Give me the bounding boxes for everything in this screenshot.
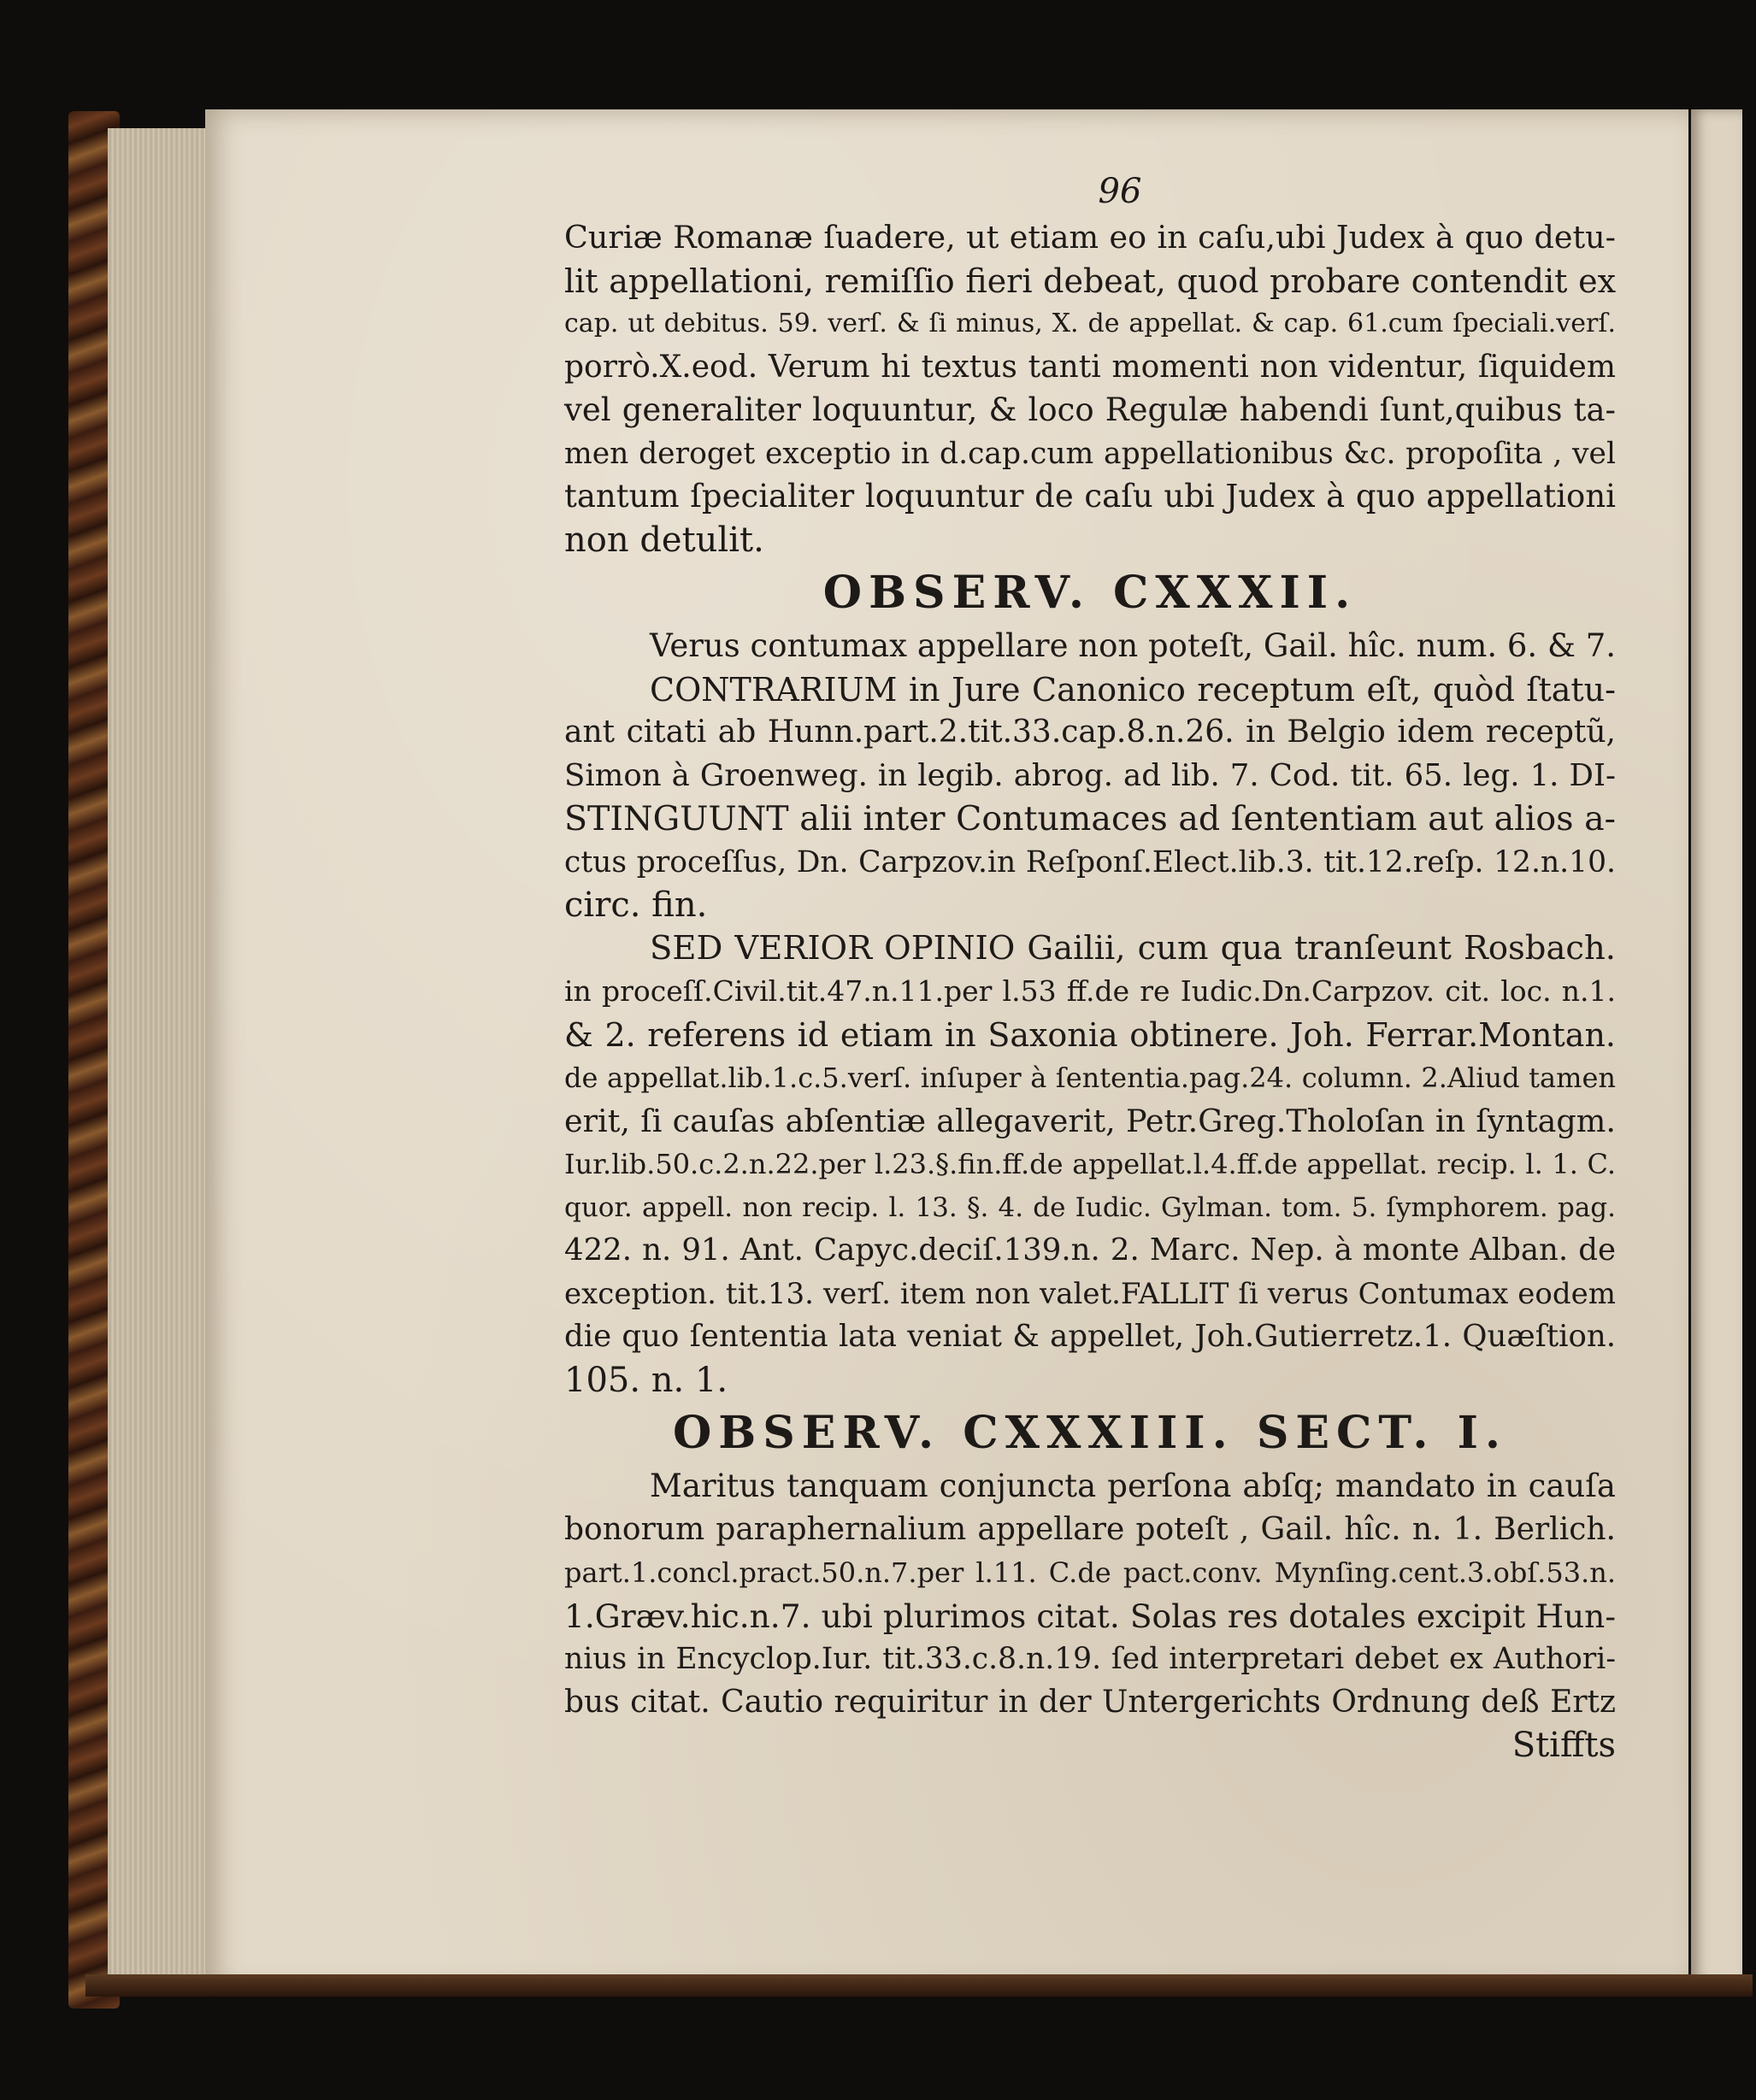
text-line: & 2. referens id etiam in Saxonia obtinere. Joh. Ferrar.Montan. <box>564 1015 1616 1054</box>
text-line: ctus proceſſus, Dn. Carpzov.in Reſponſ.Elect.lib.3. tit.12.reſp. 12.n.10. <box>564 844 1616 879</box>
text-line: 1.Græv.hic.n.7. ubi plurimos citat. Solas res dotales excipit Hun- <box>564 1597 1616 1635</box>
page-block-edge <box>108 128 210 1983</box>
page-text <box>564 167 1616 1768</box>
text-line: nius in Encyclop.Iur. tit.33.c.8.n.19. ſed interpretari debet ex Authori- <box>564 1642 1616 1676</box>
text-line: bus citat. Cautio requiritur in der Untergerichts Ordnung deß Ertz <box>564 1684 1616 1720</box>
text-line: in proceſſ.Civil.tit.47.n.11.per l.53 ff.de re Iudic.Dn.Carpzov. cit. loc. n.1. <box>564 974 1616 1008</box>
text-line: lit appellationi, remiſſio fieri debeat, quod probare contendit ex <box>564 262 1616 300</box>
text-line: porrò.X.eod. Verum hi textus tanti momenti non videntur, ſiquidem <box>564 349 1616 385</box>
text-line: erit, ſi cauſas abſentiæ allegaverit, Petr.Greg.Tholoſan in ſyntagm. <box>564 1102 1616 1139</box>
text-line: ant citati ab Hunn.part.2.tit.33.cap.8.n.26. in Belgio idem receptũ, <box>564 715 1616 750</box>
catchword: Stiffts <box>1511 1726 1616 1765</box>
text-line: Maritus tanquam conjuncta perſona abſq; mandato in cauſa <box>650 1468 1616 1504</box>
page-number: 96 <box>1098 172 1142 211</box>
text-line: Verus contumax appellare non poteſt, Gail. hîc. num. 6. & 7. <box>650 627 1616 664</box>
text-line: CONTRARIUM in Jure Canonico receptum eſt, quòd ſtatu- <box>650 670 1616 709</box>
text-line: de appellat.lib.1.c.5.verſ. inſuper à ſententia.pag.24. column. 2.Aliud tamen <box>564 1062 1616 1094</box>
text-line: men deroget exceptio in d.cap.cum appellationibus &c. propoſita , vel <box>564 436 1616 471</box>
text-line: circ. fin. <box>564 885 708 925</box>
text-line: 422. n. 91. Ant. Capyc.deciſ.139.n. 2. Marc. Nep. à monte Alban. de <box>564 1232 1616 1268</box>
observation-heading: OBSERV. CXXXII. <box>822 567 1358 619</box>
facing-page-edge <box>1691 109 1742 1990</box>
text-line: part.1.concl.pract.50.n.7.per l.11. C.de pact.conv. Mynſing.cent.3.obſ.53.n. <box>564 1556 1616 1589</box>
text-line: cap. ut debitus. 59. verſ. & ſi minus, X. de appellat. & cap. 61.cum ſpeciali.verſ. <box>564 309 1616 338</box>
text-line: Curiæ Romanæ ſuadere, ut etiam eo in caſu,ubi Judex à quo detu- <box>564 219 1616 256</box>
text-line: tantum ſpecialiter loquuntur de caſu ubi Judex à quo appellationi <box>564 478 1616 515</box>
book-bottom-edge <box>85 1974 1753 1997</box>
text-line: exception. tit.13. verſ. item non valet.FALLIT ſi verus Contumax eodem <box>564 1276 1616 1311</box>
text-line: SED VERIOR OPINIO Gailii, cum qua tranſeunt Rosbach. <box>650 928 1616 968</box>
text-body <box>564 216 1616 1768</box>
text-line: vel generaliter loquuntur, & loco Regulæ habendi ſunt,quibus ta- <box>564 391 1616 428</box>
text-line: 105. n. 1. <box>564 1360 728 1400</box>
text-line: die quo ſententia lata veniat & appellet, Joh.Gutierretz.1. Quæſtion. <box>564 1319 1616 1354</box>
text-line: bonorum paraphernalium appellare poteſt , Gail. hîc. n. 1. Berlich. <box>564 1511 1616 1547</box>
text-line: STINGUUNT alii inter Contumaces ad ſententiam aut alios a- <box>564 799 1616 838</box>
text-line: Iur.lib.50.c.2.n.22.per l.23.§.fin.ff.de appellat.l.4.ff.de appellat. recip. l. 1. C. <box>564 1148 1616 1180</box>
text-line: non detulit. <box>564 520 764 560</box>
text-line: quor. appell. non recip. l. 13. §. 4. de Iudic. Gylman. tom. 5. ſymphorem. pag. <box>564 1191 1616 1223</box>
observation-heading: OBSERV. CXXXIII. SECT. I. <box>672 1407 1508 1459</box>
text-line: Simon à Groenweg. in legib. abrog. ad lib. 7. Cod. tit. 65. leg. 1. DI- <box>564 757 1616 793</box>
